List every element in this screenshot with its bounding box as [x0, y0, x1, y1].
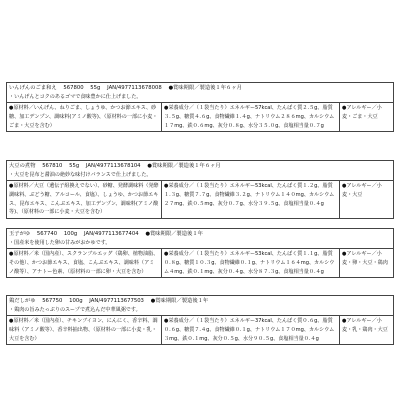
product-shelf-life: ●賞味期限／製造後１年６ヶ月	[168, 85, 242, 91]
product-description: ・鶏肉の旨みたっぷりのスープで煮込んだ中華風粥です。	[9, 307, 141, 313]
product-weight: 55g	[69, 163, 80, 169]
allergen-cell: ●アレルギー／小麦・乳・鶏肉・大豆	[342, 318, 388, 333]
product-code: 567810	[42, 163, 63, 169]
product-shelf-life: ●賞味期限／製造後１年	[145, 231, 203, 237]
nutrition-cell: ●栄養成分／（１袋当たり）エネルギー57kcal、たんぱく質２.５g、脂質３.５g、糖質４.６g、食物繊維１.４g、ナトリウム２８６mg、カルシウム１７mg、鉄０.６mg、灰分０.８g、水分３５.０g、食塩相当量０.７g	[162, 103, 340, 131]
product-jan: JAN/4977113677404	[83, 231, 139, 237]
product-name: 大豆の煮物	[9, 163, 36, 169]
ingredients-cell: ●原材料／いんげん、ねりごま、しょうゆ、かつお節エキス、砂糖、加工デンプン、調味料(アミノ酸等)、（原材料の一部に小麦・ごま・大豆を含む）	[7, 103, 162, 131]
allergen-cell: ●アレルギー／小麦・ごま・大豆	[342, 105, 382, 120]
product-spec-table	[7, 180, 393, 218]
product-code: 567750	[42, 298, 63, 304]
product-spec-table	[7, 315, 393, 344]
product-block	[6, 228, 394, 278]
product-description: ・国産米を使用した卵の甘みがおかゆです。	[9, 240, 111, 246]
product-header	[7, 83, 393, 93]
product-weight: 55g	[90, 85, 101, 91]
product-spec-table	[7, 102, 393, 131]
ingredients-cell: ●原材料／大豆（遺伝子組換えでない）、砂糖、発酵調味料（発酵調味料、ぶどう糖、アルコール、食塩）、しょうゆ、かつお節エキス、昆布エキス、こんぶエキス、加工デンプン、調味料(アミノ酸等)、（原材料の一部に小麦・大豆を含む）	[7, 181, 162, 218]
product-jan: JAN/4977113678008	[107, 85, 162, 91]
allergen-cell: ●アレルギー／小麦・大豆	[342, 183, 382, 198]
product-description: ・大豆を昆布と醤油の絶妙な味付けバランスで仕上げました。	[9, 172, 152, 178]
product-block	[6, 82, 394, 132]
ingredients-cell: ●原材料／米（国内産）、チキンブイヨン、にんにく、香辛料、調味料（アミノ酸等）、香辛料抽出物、（原材料の一部に小麦・乳・大豆を含む）	[7, 316, 162, 344]
nutrition-cell: ●栄養成分／（１袋当たり）エネルギー53kcal、たんぱく質１.１g、脂質０.８g、糖質１０.３g、食物繊維０.１g、ナトリウム１６４mg、カルシウム４mg、鉄０.１mg、灰分０.４g、水分８７.３g、食塩相当量０.４g	[162, 249, 340, 277]
nutrition-cell: ●栄養成分／（１袋当たり）エネルギー37kcal、たんぱく質０.６g、脂質０.６g、糖質７.４g、食物繊維０.１g、ナトリウム１７０mg、カルシウム３mg、鉄０.１mg、灰分０.５g、水分９０.５g、食塩相当量０.４g	[162, 316, 340, 344]
product-code: 567800	[63, 85, 84, 91]
product-weight: 100g	[69, 298, 83, 304]
allergen-cell: ●アレルギー／小麦・卵・大豆・鶏肉	[342, 251, 388, 266]
ingredients-cell: ●原材料／米（国内産）、スクランブルエッグ（鶏卵、植物油脂、その他）、かつお節エキス、食塩、こんぶエキス、調味料（アミノ酸等）、アナトー色素、（原材料の一部に卵・大豆を含む）	[7, 249, 162, 277]
product-jan: JAN/4977113678104	[85, 163, 141, 169]
product-block	[6, 160, 394, 219]
product-weight: 100g	[63, 231, 78, 237]
product-jan: JAN/4977113677503	[89, 298, 144, 304]
product-name: 玉子がゆ	[9, 231, 31, 237]
product-block	[6, 295, 394, 345]
product-shelf-life: ●賞味期限／製造後１年	[150, 298, 209, 304]
product-header	[7, 161, 393, 171]
product-shelf-life: ●賞味期限／製造後１年６ヶ月	[147, 163, 221, 169]
product-name: 鶏だしがゆ	[9, 298, 36, 304]
product-spec-table	[7, 248, 393, 277]
product-code: 567740	[36, 231, 58, 237]
product-description: ・いんげんとコクのあるゴマで食味豊かに仕上げました。	[9, 94, 142, 100]
nutrition-cell: ●栄養成分／（１袋当たり）エネルギー53kcal、たんぱく質１.２g、脂質１.３g、糖質７.７g、食物繊維３.２g、ナトリウム１４０mg、カルシウム２７mg、鉄０.５mg、灰分０.７g、水分３９.５g、食塩相当量０.４g	[162, 181, 340, 218]
product-name: いんげんのごま和え	[9, 85, 57, 91]
product-header	[7, 296, 393, 306]
product-header	[7, 229, 393, 239]
